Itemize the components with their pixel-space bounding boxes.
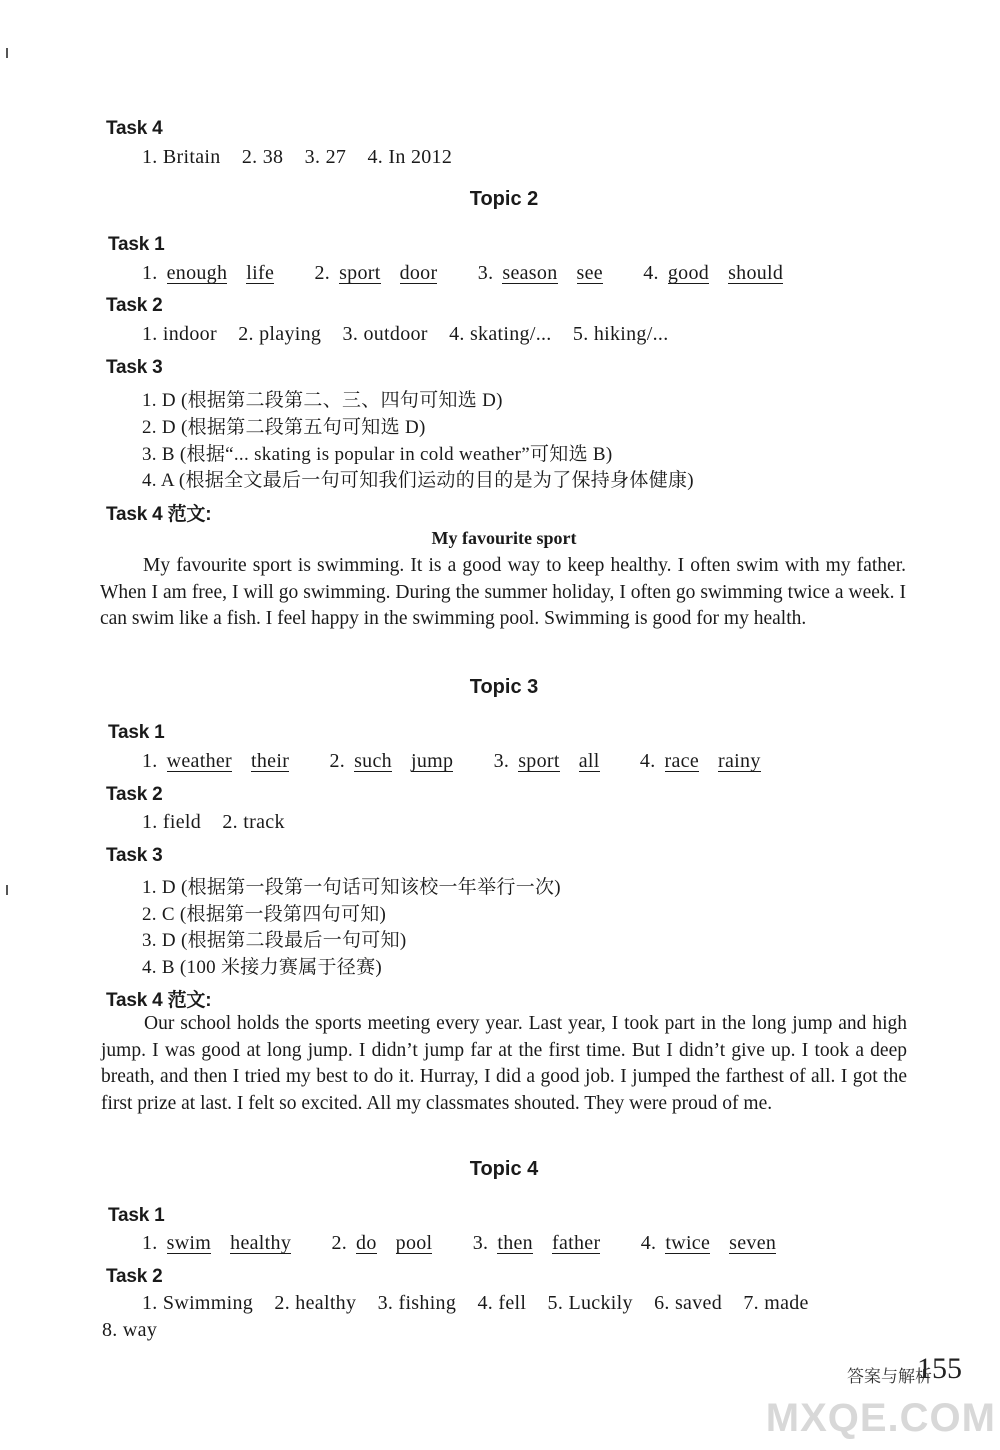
answer-line — [142, 750, 796, 773]
answer-item: 2. sport door — [314, 262, 438, 284]
answer-item: 3. 27 — [304, 146, 347, 168]
answer-item: 3. fishing — [377, 1292, 457, 1314]
underlined-word: enough — [166, 262, 228, 284]
underlined-word: rainy — [718, 750, 761, 772]
task-label: Task 3 — [106, 357, 163, 378]
answer-item: 2. such jump — [329, 750, 454, 772]
task-label: Task 1 — [108, 1205, 165, 1226]
underlined-word: jump — [410, 750, 454, 772]
essay-title: My favourite sport — [431, 528, 577, 548]
answer-item: 3. outdoor — [342, 323, 428, 345]
answer-item: 1. field — [142, 811, 202, 833]
answer-line: 2. D (根据第二段第五句可知选 D) — [142, 417, 426, 438]
underlined-word: pool — [395, 1232, 433, 1254]
answer-item: 3. sport all — [493, 750, 600, 772]
answer-line: 2. C (根据第一段第四句可知) — [142, 904, 387, 925]
underlined-word: seven — [729, 1232, 777, 1254]
answer-item: 2. 38 — [241, 146, 284, 168]
scan-speck — [6, 885, 8, 895]
page-number: 155 — [917, 1352, 962, 1385]
answer-item: 8. way — [102, 1319, 158, 1341]
underlined-word: see — [576, 262, 603, 284]
underlined-word: sport — [339, 262, 381, 284]
answer-item: 1. indoor — [142, 323, 217, 345]
underlined-word: sport — [518, 750, 560, 772]
answer-line — [102, 1319, 173, 1342]
answer-item: 1. Swimming — [142, 1292, 254, 1314]
answer-line: 1. D (根据第一段第一句话可知该校一年举行一次) — [142, 877, 561, 898]
underlined-word: do — [356, 1232, 377, 1254]
answer-item: 4. fell — [477, 1292, 527, 1314]
task-label: Task 4 — [106, 118, 163, 139]
task-label: Task 3 — [106, 845, 163, 866]
underlined-word: twice — [665, 1232, 711, 1254]
answer-line: 1. D (根据第二段第二、三、四句可知选 D) — [142, 390, 503, 411]
answer-line: 4. A (根据全文最后一句可知我们运动的目的是为了保持身体健康) — [142, 470, 694, 491]
answer-item: 4. In 2012 — [367, 146, 453, 168]
underlined-word: good — [667, 262, 710, 284]
answer-line — [142, 262, 818, 285]
answer-line — [142, 146, 468, 169]
underlined-word: season — [502, 262, 558, 284]
answer-line: 3. B (根据“... skating is popular in cold weather”可知选 B) — [142, 444, 613, 465]
topic-heading: Topic 2 — [469, 188, 539, 210]
underlined-word: door — [399, 262, 438, 284]
topic-heading: Topic 4 — [469, 1158, 539, 1180]
answer-line — [142, 811, 301, 834]
underlined-word: should — [728, 262, 784, 284]
answer-line — [142, 1232, 811, 1255]
answer-item: 2. playing — [238, 323, 322, 345]
answer-item: 5. hiking/... — [572, 323, 669, 345]
underlined-word: their — [251, 750, 290, 772]
scan-speck — [6, 48, 8, 58]
underlined-word: father — [551, 1232, 601, 1254]
underlined-word: race — [664, 750, 700, 772]
task-label: Task 2 — [106, 784, 163, 805]
task-label: Task 4 范文: — [106, 504, 212, 525]
task-label: Task 4 范文: — [106, 990, 212, 1011]
topic-heading: Topic 3 — [469, 676, 539, 698]
answer-item: 2. track — [222, 811, 285, 833]
task-label: Task 2 — [106, 1266, 163, 1287]
answer-item: 1. enough life — [142, 262, 275, 284]
answer-item: 6. saved — [654, 1292, 723, 1314]
watermark: MXQE.COM — [765, 1396, 996, 1440]
task-label: Task 1 — [108, 722, 165, 743]
underlined-word: such — [354, 750, 392, 772]
task-label: Task 2 — [106, 295, 163, 316]
answer-item: 4. race rainy — [639, 750, 761, 772]
underlined-word: then — [497, 1232, 533, 1254]
answer-line: 3. D (根据第二段最后一句可知) — [142, 930, 407, 951]
answer-item: 4. twice seven — [640, 1232, 777, 1254]
underlined-word: weather — [166, 750, 233, 772]
answer-item: 1. Britain — [142, 146, 221, 168]
answer-item: 3. then father — [472, 1232, 601, 1254]
answer-item: 7. made — [743, 1292, 809, 1314]
answer-item: 3. season see — [477, 262, 603, 284]
underlined-word: healthy — [230, 1232, 292, 1254]
answer-item: 4. skating/... — [449, 323, 552, 345]
task-label: Task 1 — [108, 234, 165, 255]
answer-item: 2. healthy — [274, 1292, 357, 1314]
essay-paragraph: Our school holds the sports meeting every year. Last year, I took part in the long jump and high jump. I was good at long jump. I didn’t jump far at the first time. But I didn’t give up. I took a deep breath, and then I tried my best to do it. Hurray, I did a good job. I jumped the farthest of all. I got the first prize at last. I felt so excited. All my classmates shouted. They were proud of me. — [101, 1013, 907, 1114]
answer-item: 1. swim healthy — [142, 1232, 292, 1254]
answer-line — [142, 323, 685, 346]
essay-paragraph: My favourite sport is swimming. It is a good way to keep healthy. I often swim with my father. When I am free, I will go swimming. During the summer holiday, I often go swimming twice a week. I can swim like a fish. I feel happy in the swimming pool. Swimming is good for my health. — [100, 555, 906, 630]
underlined-word: life — [246, 262, 275, 284]
underlined-word: swim — [166, 1232, 212, 1254]
answer-item: 5. Luckily — [547, 1292, 633, 1314]
underlined-word: all — [578, 750, 600, 772]
answer-item: 1. weather their — [142, 750, 290, 772]
section-label: 答案与解析 — [847, 1367, 932, 1387]
answer-line — [142, 1292, 825, 1315]
answer-item: 2. do pool — [331, 1232, 433, 1254]
answer-item: 4. good should — [643, 262, 784, 284]
answer-line: 4. B (100 米接力赛属于径赛) — [142, 957, 383, 978]
